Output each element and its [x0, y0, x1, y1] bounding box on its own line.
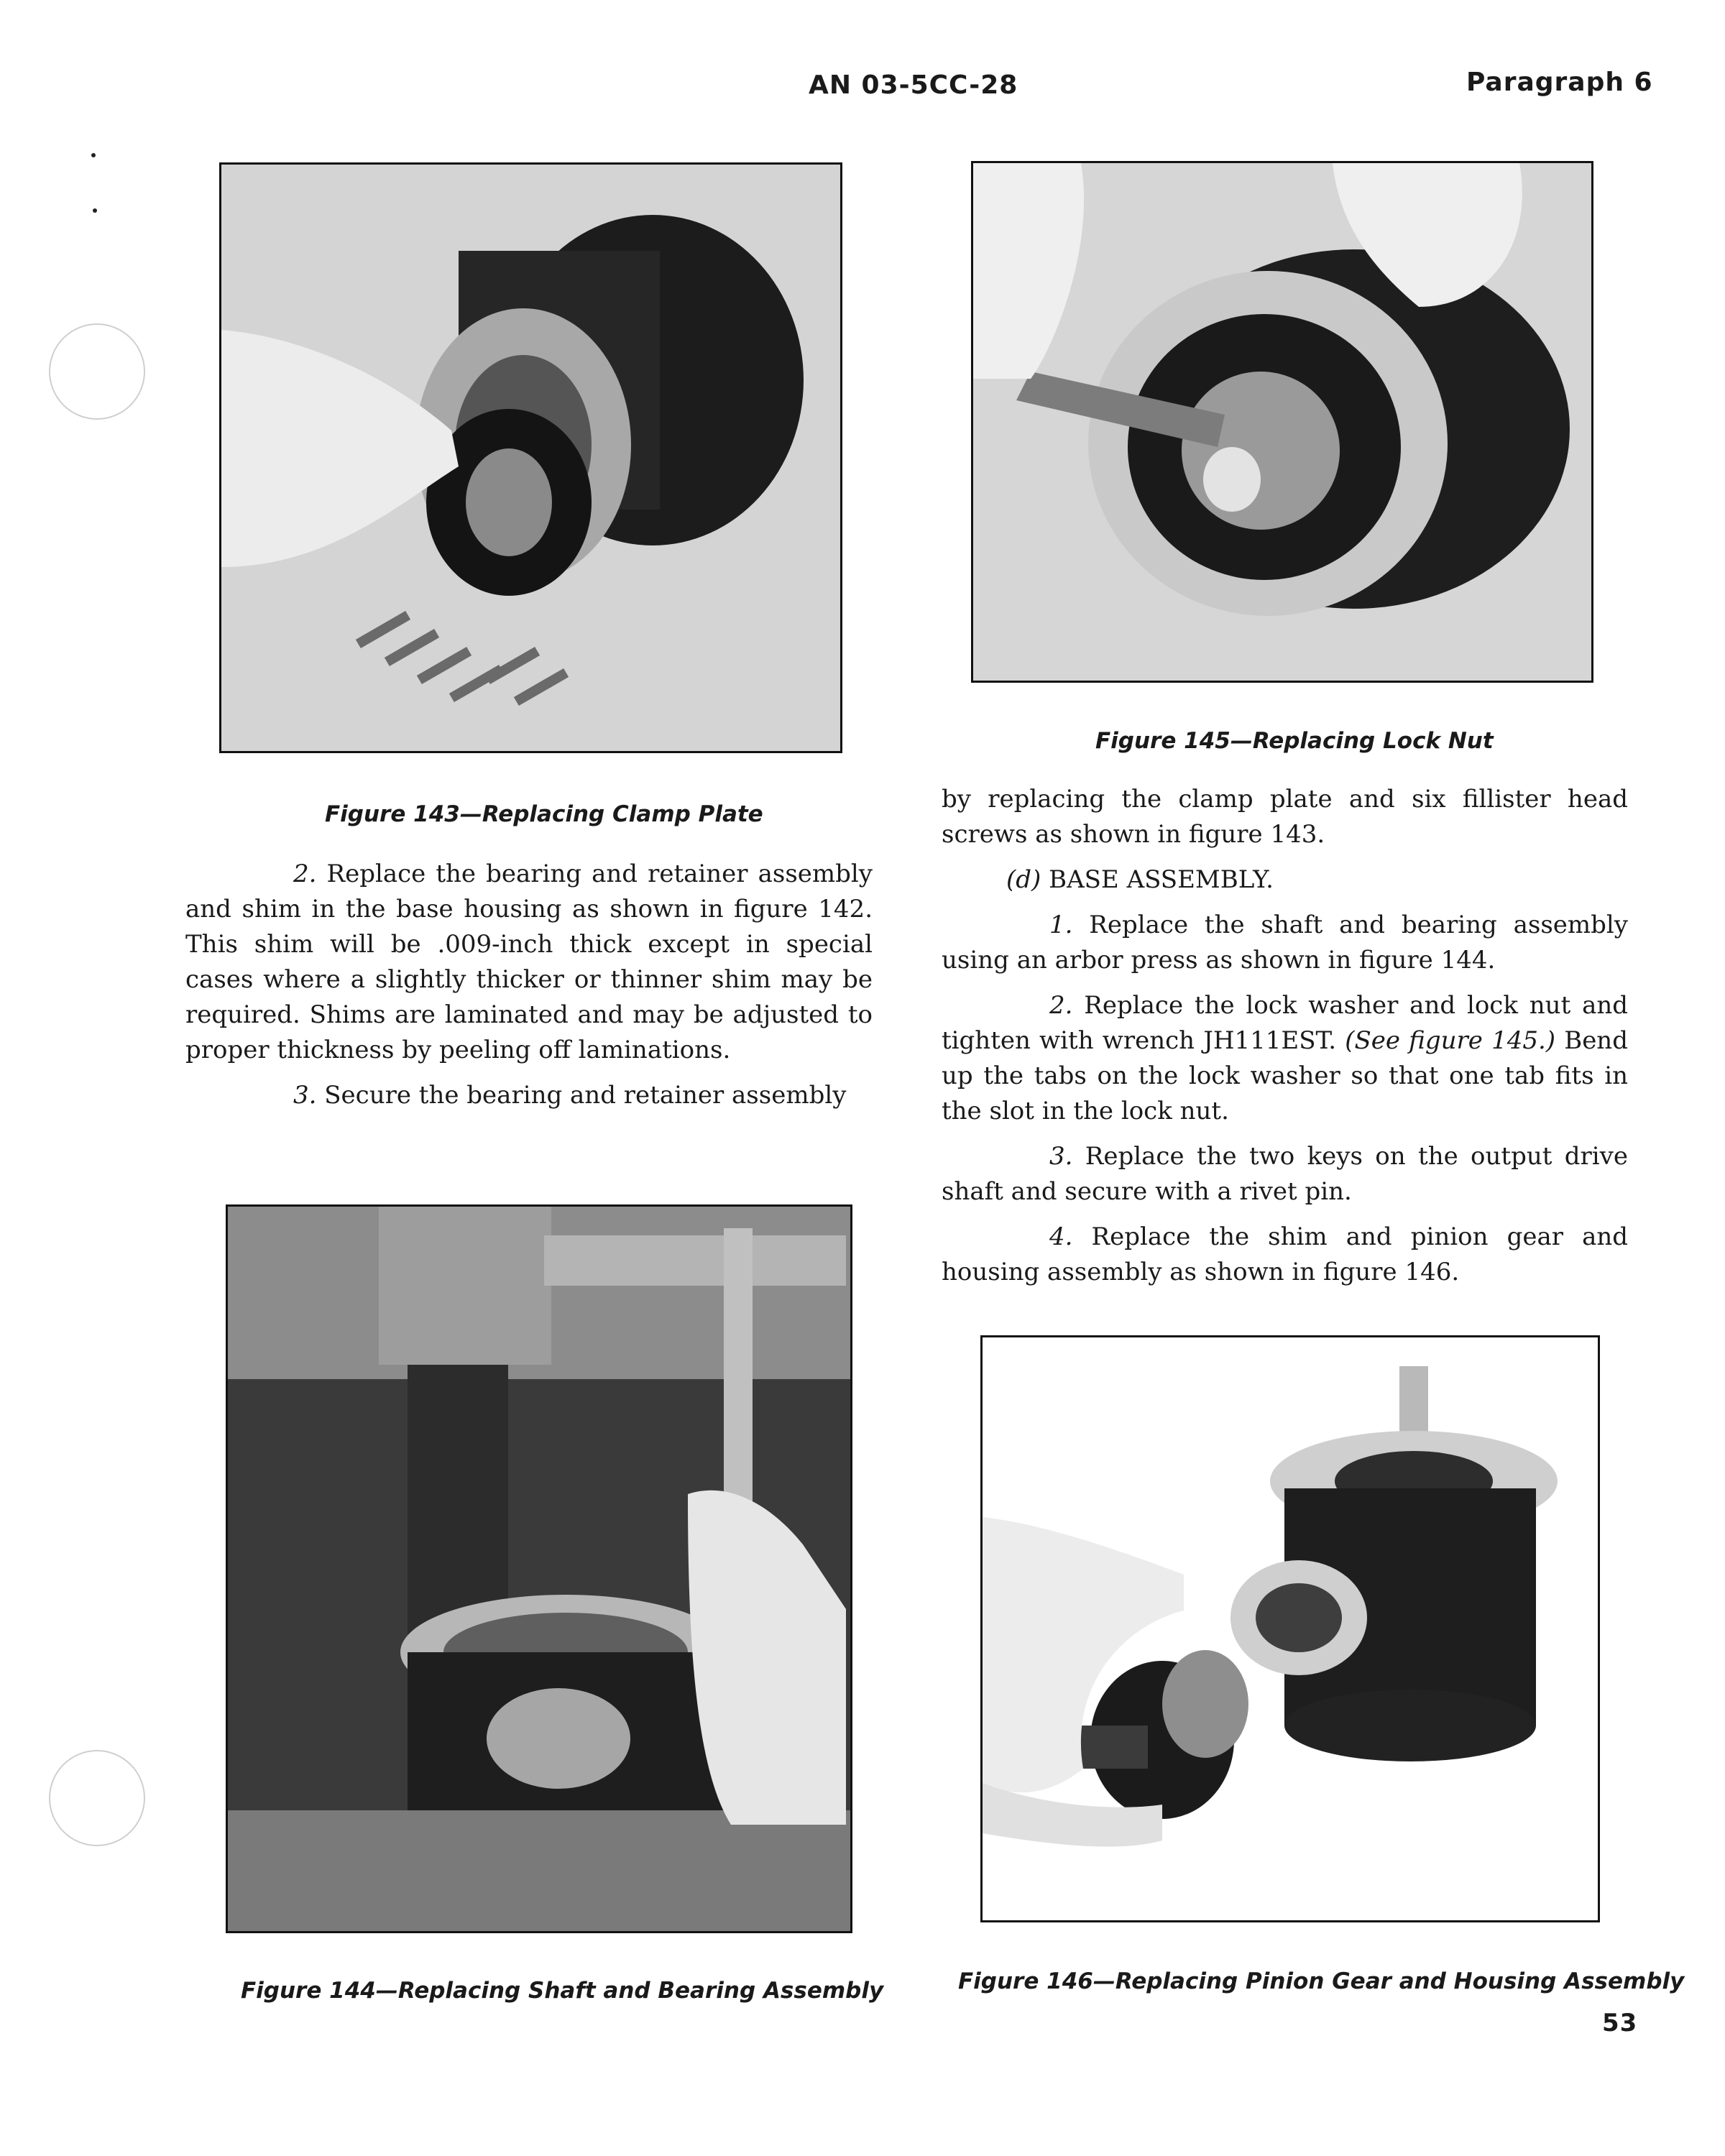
figure-145-photo [971, 161, 1593, 683]
figure-143-caption: Figure 143—Replacing Clamp Plate [325, 801, 763, 827]
figure-146-caption: Figure 146—Replacing Pinion Gear and Housing Assembly [958, 1968, 1685, 1994]
figure-143-photo [219, 162, 842, 753]
page-number: 53 [1602, 2009, 1638, 2037]
right-text-column [942, 782, 1628, 1300]
base-step-4: 4. Replace the shim and pinion gear and housing assembly as shown in figure 146. [942, 1222, 1628, 1286]
section-heading: (d) BASE ASSEMBLY. [1006, 865, 1274, 894]
speck [93, 208, 97, 213]
binder-hole-top [49, 323, 145, 420]
step-3-continuation: by replacing the clamp plate and six fillister head screws as shown in figure 143. [942, 785, 1628, 849]
figure-145-caption: Figure 145—Replacing Lock Nut [1095, 728, 1494, 754]
figure-144-photo [226, 1204, 852, 1933]
base-step-1: 1. Replace the shaft and bearing assembly using an arbor press as shown in figure 144. [942, 911, 1628, 975]
base-step-3: 3. Replace the two keys on the output drive shaft and secure with a rivet pin. [942, 1142, 1628, 1206]
figure-144-caption: Figure 144—Replacing Shaft and Bearing Assembly [241, 1978, 884, 2004]
document-number: AN 03-5CC-28 [809, 70, 1018, 100]
base-step-2: 2. Replace the lock washer and lock nut and tighten with wrench JH111EST. (See figure 145.) Bend up the tabs on the lock washer so that one tab fits in the slot in the lock nut. [942, 991, 1628, 1125]
paragraph-label: Paragraph 6 [1466, 68, 1653, 97]
speck [91, 153, 96, 157]
figure-146-photo [980, 1335, 1600, 1922]
binder-hole-bottom [49, 1750, 145, 1846]
left-text-column [185, 857, 873, 1123]
step-3-paragraph: 3. Secure the bearing and retainer assembly [293, 1081, 847, 1110]
step-2-paragraph: 2. Replace the bearing and retainer assembly and shim in the base housing as shown in figure 142. This shim will be .009-inch thick except in special cases where a slightly thicker or thinner shim may be required. Shims are laminated and may be adjusted to proper thickness by peeling off laminations. [185, 860, 873, 1064]
